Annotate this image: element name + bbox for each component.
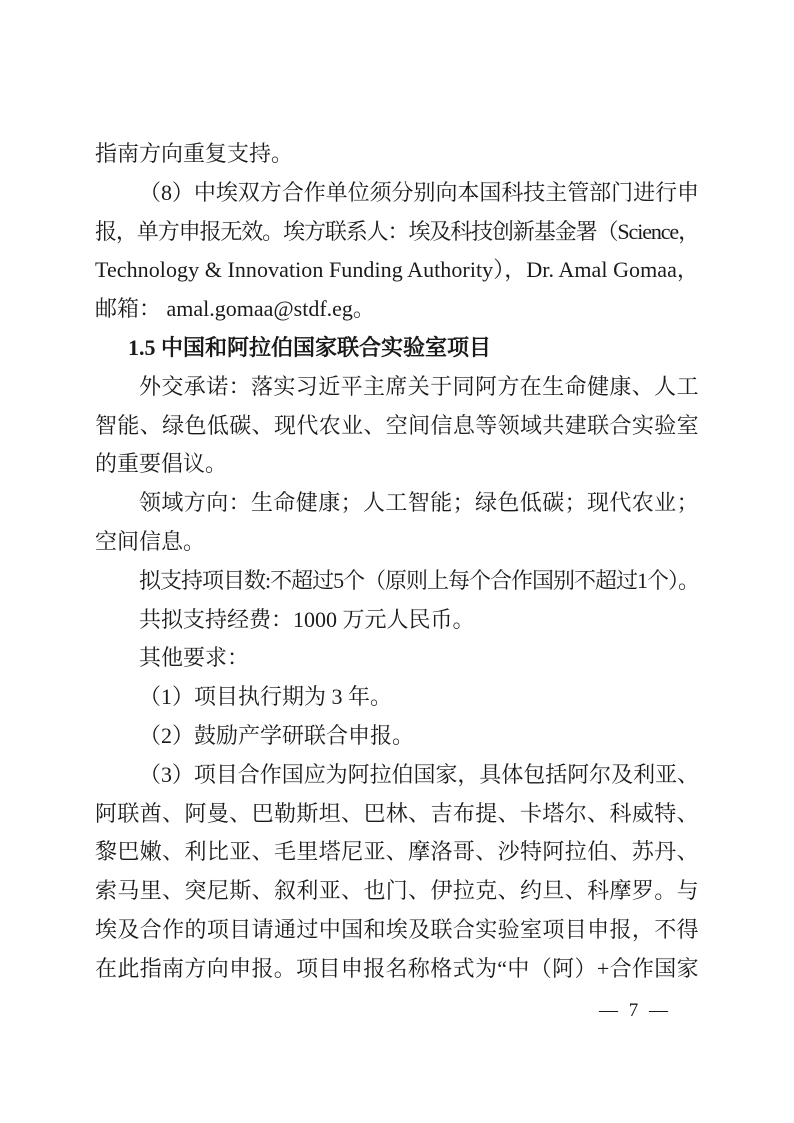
text-line: [95, 833, 699, 872]
line-text: （8）中埃双方合作单位须分别向本国科技主管部门进行申: [139, 179, 699, 205]
line-text: 领域方向：生命健康；人工智能；绿色低碳；现代农业；: [139, 490, 699, 516]
line-text: 报，单方申报无效。埃方联系人：埃及科技创新基金署（Science，: [95, 218, 699, 244]
text-line: [95, 251, 699, 290]
page-number: — 7 —: [599, 1000, 668, 1021]
section-heading: [95, 329, 699, 368]
line-text: 拟支持项目数:不超过5个（原则上每个合作国别不超过1个）。: [139, 567, 699, 593]
text-line: [95, 795, 699, 834]
line-text: 外交承诺：落实习近平主席关于同阿方在生命健康、人工: [139, 373, 699, 399]
line-text: （3）项目合作国应为阿拉伯国家，具体包括阿尔及利亚、: [139, 761, 699, 787]
text-line: [95, 601, 699, 640]
line-text: 空间信息。: [95, 528, 206, 554]
document-body: [95, 135, 699, 989]
line-text: 在此指南方向申报。项目申报名称格式为“中（阿）+合作国家: [95, 955, 699, 981]
text-line: [95, 484, 699, 523]
text-line: [95, 950, 699, 989]
line-text: 1.5 中国和阿拉伯国家联合实验室项目: [128, 334, 492, 360]
text-line: [95, 368, 699, 407]
line-text: 的重要倡议。: [95, 451, 228, 477]
line-text: 索马里、突尼斯、叙利亚、也门、伊拉克、约旦、科摩罗。与: [95, 878, 699, 904]
line-text: 智能、绿色低碳、现代农业、空间信息等领域共建联合实验室: [95, 412, 699, 438]
line-text: 指南方向重复支持。: [95, 141, 294, 166]
text-line: [95, 135, 699, 174]
line-text: 邮箱： amal.gomaa@stdf.eg。: [95, 296, 375, 322]
text-line: [95, 445, 699, 484]
text-line: [95, 290, 699, 329]
text-line: [95, 174, 699, 213]
line-text: （2）鼓励产学研联合申报。: [139, 722, 415, 748]
line-text: Technology & Innovation Funding Authority），Dr. Amal Gomaa，: [95, 257, 699, 283]
line-text: （1）项目执行期为 3 年。: [139, 684, 393, 710]
line-text: 共拟支持经费：1000 万元人民币。: [139, 606, 475, 632]
text-line: [95, 911, 699, 950]
line-text: 阿联酋、阿曼、巴勒斯坦、巴林、吉布提、卡塔尔、科威特、: [95, 800, 699, 826]
text-line: [95, 639, 699, 678]
text-line: [95, 756, 699, 795]
line-text: 其他要求：: [139, 645, 250, 671]
text-line: [95, 678, 699, 717]
text-line: [95, 717, 699, 756]
text-line: [95, 872, 699, 911]
text-line: [95, 523, 699, 562]
line-text: 黎巴嫩、利比亚、毛里塔尼亚、摩洛哥、沙特阿拉伯、苏丹、: [95, 839, 699, 865]
text-line: [95, 407, 699, 446]
text-line: [95, 562, 699, 601]
line-text: 埃及合作的项目请通过中国和埃及联合实验室项目申报，不得: [95, 916, 699, 942]
text-line: [95, 213, 699, 252]
